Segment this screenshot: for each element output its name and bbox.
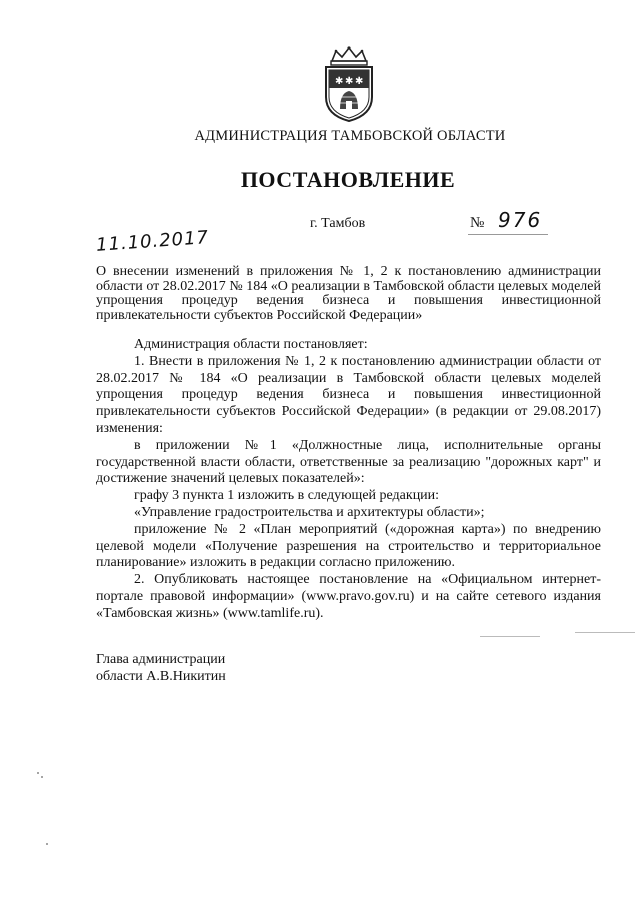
body-paragraph: графу 3 пункта 1 изложить в следующей редакции: <box>134 488 440 504</box>
number-sign: № <box>470 215 485 231</box>
document-body <box>96 337 601 623</box>
document-date: 11.10.2017 <box>95 227 210 256</box>
body-paragraph: Администрация области постановляет: <box>134 337 368 352</box>
svg-text:✱: ✱ <box>355 76 364 87</box>
scan-speck <box>46 843 48 845</box>
signature-name: области А.В.Никитин <box>96 669 226 684</box>
signature-title: Глава администрации <box>96 652 226 667</box>
scan-artifact-line <box>480 636 540 637</box>
coat-of-arms-icon <box>318 45 380 123</box>
body-paragraph: приложение № 2 «План мероприятий («дорожная карта») по внедрению целевой модели «Получение разрешения на строительство и территориальное планирование» изложить в редакции согласно приложению. <box>96 521 601 571</box>
scan-speck <box>41 776 43 778</box>
svg-text:✱: ✱ <box>335 76 344 87</box>
number-underline <box>468 234 548 235</box>
svg-text:✱: ✱ <box>345 76 354 87</box>
document-type-title: ПОСТАНОВЛЕНИЕ <box>240 167 456 192</box>
signature-block <box>96 651 226 685</box>
body-paragraph: 2. Опубликовать настоящее постановление на «Официальном интернет-портале правовой информации» (www.pravo.gov.ru) и на сайте сетевого издания «Тамбовская жизнь» (www.tamlife.ru). <box>96 572 601 621</box>
body-paragraph: 1. Внести в приложения № 1, 2 к постановлению администрации области от 28.02.2017 № 184 «О реализации в Тамбовской области целевых моделей упрощения процедур ведения бизнеса и повышения инвестиционной привлекательности субъектов Российской Федерации» (в редакции от 29.08.2017) изменения: <box>96 353 601 436</box>
body-paragraph: «Управление градостроительства и архитектуры области»; <box>134 504 485 520</box>
document-number: 976 <box>498 208 543 232</box>
city-label: г. Тамбов <box>310 216 366 231</box>
scan-speck <box>37 772 39 774</box>
scan-artifact-line <box>575 632 635 633</box>
organization-name: АДМИНИСТРАЦИЯ ТАМБОВСКОЙ ОБЛАСТИ <box>194 128 506 144</box>
document-subject: О внесении изменений в приложения № 1, 2 к постановлению администрации области от 28.02.2017 № 184 «О реализации в Тамбовской области целевых моделей упрощения процедур ведения бизнеса и повышения инвестиционной привлекательности субъектов Российской Федерации» <box>96 264 601 323</box>
body-paragraph: в приложении №1 «Должностные лица, исполнительные органы государственной власти области, ответственные за реализацию "дорожных карт" и достижение значений целевых показателей»: <box>96 437 601 487</box>
